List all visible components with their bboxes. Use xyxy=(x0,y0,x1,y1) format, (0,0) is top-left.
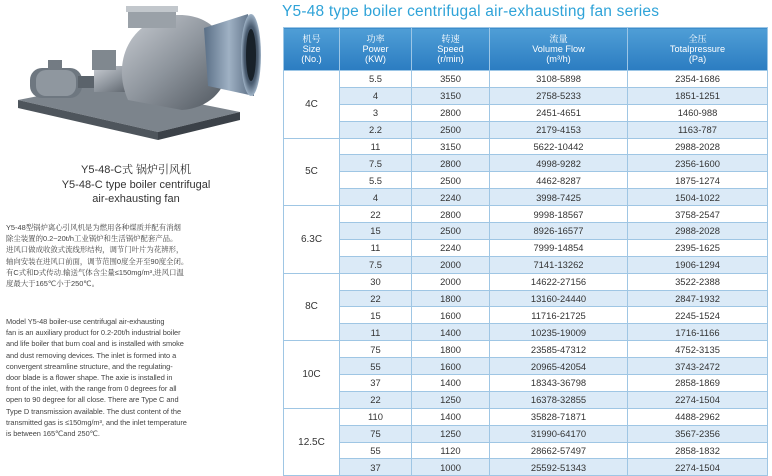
pressure-cell: 2274-1504 xyxy=(628,459,768,476)
power-cell: 22 xyxy=(340,391,412,408)
table-row xyxy=(284,391,768,408)
table-row xyxy=(284,442,768,459)
flow-cell: 35828-71871 xyxy=(490,408,628,425)
description-cn-line: 除尘装置的0.2~20t/h工业锅炉和生活锅炉配套产品。 xyxy=(6,234,178,244)
table-row xyxy=(284,459,768,476)
size-cell: 5C xyxy=(284,138,340,206)
power-cell: 15 xyxy=(340,307,412,324)
power-cell: 75 xyxy=(340,425,412,442)
pressure-cell: 2858-1869 xyxy=(628,375,768,392)
pressure-cell: 2858-1832 xyxy=(628,442,768,459)
flow-cell: 2758-5233 xyxy=(490,87,628,104)
speed-cell: 2800 xyxy=(412,104,490,121)
table-row xyxy=(284,324,768,341)
header-flow-en: Volume Flow xyxy=(532,44,585,54)
header-speed-cn: 转速 xyxy=(441,34,460,44)
flow-cell: 2451-4651 xyxy=(490,104,628,121)
header-speed xyxy=(412,28,490,71)
size-cell: 4C xyxy=(284,71,340,139)
left-panel xyxy=(0,0,272,441)
power-cell: 55 xyxy=(340,358,412,375)
pressure-cell: 1851-1251 xyxy=(628,87,768,104)
size-cell: 8C xyxy=(284,273,340,341)
description-en-line: and dust removing devices. The inlet is formed into a xyxy=(6,350,177,360)
spec-table-body xyxy=(284,71,768,476)
pressure-cell: 1716-1166 xyxy=(628,324,768,341)
product-caption-en-line2: air-exhausting fan xyxy=(92,193,180,205)
speed-cell: 2000 xyxy=(412,273,490,290)
pressure-cell: 2245-1524 xyxy=(628,307,768,324)
pressure-cell: 4488-2962 xyxy=(628,408,768,425)
table-row xyxy=(284,223,768,240)
flow-cell: 4998-9282 xyxy=(490,155,628,172)
description-en xyxy=(6,316,268,439)
header-speed-unit: (r/min) xyxy=(437,54,464,64)
table-row xyxy=(284,189,768,206)
flow-cell: 28662-57497 xyxy=(490,442,628,459)
speed-cell: 2240 xyxy=(412,189,490,206)
table-row xyxy=(284,341,768,358)
speed-cell: 3150 xyxy=(412,87,490,104)
speed-cell: 2800 xyxy=(412,206,490,223)
description-cn-line: 进风口做成收敛式流线形结构，调节门叶片为花辨形， xyxy=(6,245,184,255)
header-size-en: Size xyxy=(302,44,321,54)
table-row xyxy=(284,256,768,273)
power-cell: 11 xyxy=(340,239,412,256)
power-cell: 110 xyxy=(340,408,412,425)
description-en-line: open to 90 degree for all close. There are Type C and xyxy=(6,395,179,405)
speed-cell: 1250 xyxy=(412,391,490,408)
power-cell: 3 xyxy=(340,104,412,121)
table-row xyxy=(284,104,768,121)
flow-cell: 20965-42054 xyxy=(490,358,628,375)
power-cell: 2.2 xyxy=(340,121,412,138)
table-row xyxy=(284,375,768,392)
speed-cell: 2500 xyxy=(412,223,490,240)
product-caption-cn: Y5-48-C式 锅炉引风机 xyxy=(80,164,192,176)
header-size-unit: (No.) xyxy=(301,54,322,64)
table-row xyxy=(284,290,768,307)
flow-cell: 2179-4153 xyxy=(490,121,628,138)
pressure-cell: 3522-2388 xyxy=(628,273,768,290)
table-row xyxy=(284,71,768,88)
power-cell: 22 xyxy=(340,290,412,307)
pressure-cell: 1504-1022 xyxy=(628,189,768,206)
power-cell: 7.5 xyxy=(340,155,412,172)
description-en-line: transmitted gas is ≤150mg/m³, and the inlet temperature xyxy=(6,417,187,427)
pressure-cell: 2354-1686 xyxy=(628,71,768,88)
pressure-cell: 3567-2356 xyxy=(628,425,768,442)
header-power-cn: 功率 xyxy=(366,34,385,44)
speed-cell: 2500 xyxy=(412,121,490,138)
power-cell: 15 xyxy=(340,223,412,240)
description-cn-line: 度最大于165℃小于250℃。 xyxy=(6,279,99,289)
flow-cell: 23585-47312 xyxy=(490,341,628,358)
speed-cell: 1400 xyxy=(412,408,490,425)
flow-cell: 16378-32855 xyxy=(490,391,628,408)
size-cell: 6.3C xyxy=(284,206,340,274)
flow-cell: 14622-27156 xyxy=(490,273,628,290)
pressure-cell: 2274-1504 xyxy=(628,391,768,408)
power-cell: 75 xyxy=(340,341,412,358)
speed-cell: 1800 xyxy=(412,290,490,307)
header-pressure xyxy=(628,28,768,71)
flow-cell: 31990-64170 xyxy=(490,425,628,442)
table-row xyxy=(284,425,768,442)
pressure-cell: 2356-1600 xyxy=(628,155,768,172)
power-cell: 7.5 xyxy=(340,256,412,273)
pressure-cell: 1163-787 xyxy=(628,121,768,138)
flow-cell: 10235-19009 xyxy=(490,324,628,341)
header-size xyxy=(284,28,340,71)
power-cell: 4 xyxy=(340,189,412,206)
power-cell: 4 xyxy=(340,87,412,104)
speed-cell: 2800 xyxy=(412,155,490,172)
power-cell: 22 xyxy=(340,206,412,223)
table-row xyxy=(284,87,768,104)
table-row xyxy=(284,239,768,256)
flow-cell: 13160-24440 xyxy=(490,290,628,307)
flow-cell: 8926-16577 xyxy=(490,223,628,240)
header-pressure-unit: (Pa) xyxy=(688,54,707,64)
pressure-cell: 4752-3135 xyxy=(628,341,768,358)
speed-cell: 1120 xyxy=(412,442,490,459)
description-en-line: fan is an auxiliary product for 0.2-20t/h industrial boiler xyxy=(6,328,181,338)
pressure-cell: 1875-1274 xyxy=(628,172,768,189)
header-power-unit: (KW) xyxy=(365,54,386,64)
description-en-line: is between 165℃and 250℃. xyxy=(6,429,100,439)
pressure-cell: 1460-988 xyxy=(628,104,768,121)
flow-cell: 18343-36798 xyxy=(490,375,628,392)
header-power xyxy=(340,28,412,71)
description-en-line: convergent streamline structure, and the regulating- xyxy=(6,361,173,371)
speed-cell: 3150 xyxy=(412,138,490,155)
product-caption-en-line1: Y5-48-C type boiler centrifugal xyxy=(61,179,211,191)
power-cell: 37 xyxy=(340,459,412,476)
flow-cell: 11716-21725 xyxy=(490,307,628,324)
size-cell: 12.5C xyxy=(284,408,340,476)
header-pressure-cn: 全压 xyxy=(688,34,707,44)
power-cell: 5.5 xyxy=(340,71,412,88)
pressure-cell: 2988-2028 xyxy=(628,223,768,240)
power-cell: 11 xyxy=(340,138,412,155)
power-cell: 5.5 xyxy=(340,172,412,189)
table-row xyxy=(284,138,768,155)
pressure-cell: 1906-1294 xyxy=(628,256,768,273)
description-en-line: Model Y5-48 boiler-use centrifugal air-exhausting xyxy=(6,317,165,326)
speed-cell: 2500 xyxy=(412,172,490,189)
description-cn xyxy=(6,222,268,289)
pressure-cell: 2847-1932 xyxy=(628,290,768,307)
flow-cell: 7999-14854 xyxy=(490,239,628,256)
description-cn-line: 轴向安装在进风口前面，调节范围0度全开至90度全闭。 xyxy=(6,256,189,266)
pressure-cell: 3743-2472 xyxy=(628,358,768,375)
flow-cell: 3108-5898 xyxy=(490,71,628,88)
header-flow xyxy=(490,28,628,71)
pressure-cell: 2395-1625 xyxy=(628,239,768,256)
speed-cell: 1250 xyxy=(412,425,490,442)
header-size-cn: 机号 xyxy=(302,34,321,44)
table-row xyxy=(284,155,768,172)
speed-cell: 1000 xyxy=(412,459,490,476)
header-power-en: Power xyxy=(362,44,389,54)
speed-cell: 1400 xyxy=(412,375,490,392)
table-row xyxy=(284,206,768,223)
pressure-cell: 3758-2547 xyxy=(628,206,768,223)
flow-cell: 9998-18567 xyxy=(490,206,628,223)
size-cell: 10C xyxy=(284,341,340,409)
description-cn-line: 有C式和D式传动.输送气体含尘量≤150mg/m³,进风口温 xyxy=(6,267,184,277)
table-row xyxy=(284,121,768,138)
flow-cell: 25592-51343 xyxy=(490,459,628,476)
table-row xyxy=(284,358,768,375)
speed-cell: 3550 xyxy=(412,71,490,88)
description-en-line: door blade is a flower shape. The axie is installed in xyxy=(6,373,173,383)
header-speed-en: Speed xyxy=(437,44,464,54)
speed-cell: 2000 xyxy=(412,256,490,273)
fan-photo xyxy=(8,4,266,152)
page-title: Y5-48 type boiler centrifugal air-exhausting fan series xyxy=(282,3,660,20)
speed-cell: 1600 xyxy=(412,358,490,375)
speed-cell: 1800 xyxy=(412,341,490,358)
description-en-line: front of the inlet, with the range from 0 degrees for all xyxy=(6,384,177,394)
table-row xyxy=(284,307,768,324)
power-cell: 37 xyxy=(340,375,412,392)
description-en-line: and life boiler that burn coal and is installed with smoke xyxy=(6,339,184,349)
speed-cell: 2240 xyxy=(412,239,490,256)
flow-cell: 3998-7425 xyxy=(490,189,628,206)
description-cn-line: Y5-48型锅炉离心引风机是为燃用各种煤质并配有消烟 xyxy=(6,223,181,232)
speed-cell: 1400 xyxy=(412,324,490,341)
flow-cell: 5622-10442 xyxy=(490,138,628,155)
spec-table xyxy=(283,27,768,476)
description-en-line: Type D transmission available. The dust content of the xyxy=(6,406,182,416)
header-flow-cn: 流量 xyxy=(549,34,568,44)
table-row xyxy=(284,273,768,290)
table-header-row xyxy=(284,28,768,71)
power-cell: 30 xyxy=(340,273,412,290)
pressure-cell: 2988-2028 xyxy=(628,138,768,155)
table-row xyxy=(284,172,768,189)
header-pressure-en: Totalpressure xyxy=(669,44,726,54)
flow-cell: 4462-8287 xyxy=(490,172,628,189)
power-cell: 11 xyxy=(340,324,412,341)
power-cell: 55 xyxy=(340,442,412,459)
header-flow-unit: (m³/h) xyxy=(546,54,571,64)
table-row xyxy=(284,408,768,425)
flow-cell: 7141-13262 xyxy=(490,256,628,273)
speed-cell: 1600 xyxy=(412,307,490,324)
